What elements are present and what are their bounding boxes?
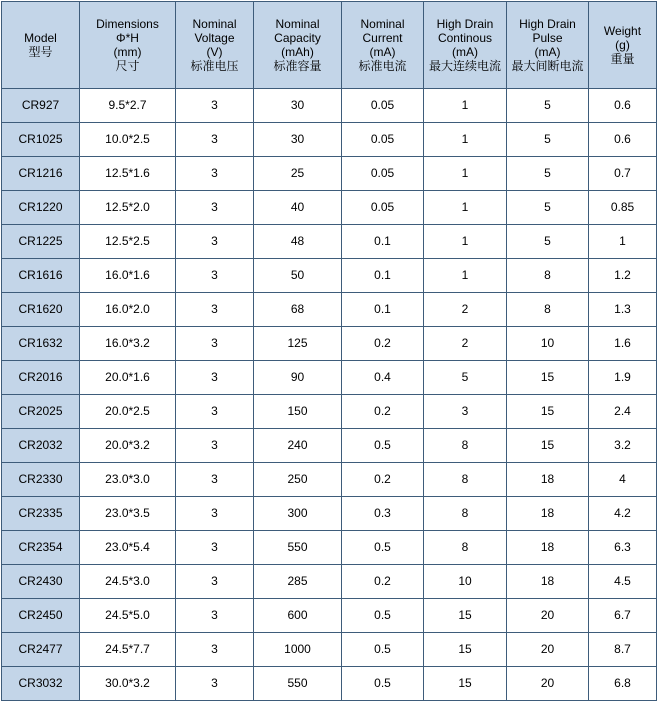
cell-weight: 2.4 bbox=[589, 395, 657, 429]
cell-high-drain-pulse: 10 bbox=[507, 327, 589, 361]
cell-high-drain-continuous: 8 bbox=[424, 429, 507, 463]
cell-weight: 0.7 bbox=[589, 157, 657, 191]
cell-nominal-capacity: 550 bbox=[254, 667, 342, 701]
cell-model: CR2016 bbox=[2, 361, 80, 395]
cell-dimensions: 12.5*2.5 bbox=[80, 225, 176, 259]
cell-dimensions: 9.5*2.7 bbox=[80, 89, 176, 123]
cell-nominal-current: 0.2 bbox=[342, 395, 424, 429]
cell-model: CR2354 bbox=[2, 531, 80, 565]
cell-model: CR1025 bbox=[2, 123, 80, 157]
cell-weight: 0.85 bbox=[589, 191, 657, 225]
cell-nominal-current: 0.1 bbox=[342, 259, 424, 293]
table-row bbox=[2, 633, 657, 667]
cell-nominal-current: 0.1 bbox=[342, 293, 424, 327]
cell-high-drain-continuous: 1 bbox=[424, 123, 507, 157]
cell-nominal-voltage: 3 bbox=[176, 293, 254, 327]
cell-high-drain-pulse: 8 bbox=[507, 259, 589, 293]
cell-weight: 1 bbox=[589, 225, 657, 259]
cell-dimensions: 12.5*2.0 bbox=[80, 191, 176, 225]
cell-dimensions: 24.5*3.0 bbox=[80, 565, 176, 599]
cell-nominal-capacity: 250 bbox=[254, 463, 342, 497]
cell-high-drain-pulse: 18 bbox=[507, 463, 589, 497]
cell-nominal-current: 0.05 bbox=[342, 191, 424, 225]
cell-dimensions: 16.0*3.2 bbox=[80, 327, 176, 361]
table-header-row bbox=[2, 2, 657, 89]
cell-high-drain-pulse: 20 bbox=[507, 633, 589, 667]
cell-high-drain-continuous: 5 bbox=[424, 361, 507, 395]
cell-high-drain-continuous: 1 bbox=[424, 259, 507, 293]
table-row bbox=[2, 667, 657, 701]
cell-high-drain-pulse: 5 bbox=[507, 123, 589, 157]
cell-nominal-capacity: 300 bbox=[254, 497, 342, 531]
cell-dimensions: 24.5*7.7 bbox=[80, 633, 176, 667]
cell-nominal-voltage: 3 bbox=[176, 259, 254, 293]
cell-high-drain-continuous: 2 bbox=[424, 293, 507, 327]
cell-model: CR2335 bbox=[2, 497, 80, 531]
cell-high-drain-continuous: 8 bbox=[424, 531, 507, 565]
cell-weight: 4.5 bbox=[589, 565, 657, 599]
table-row bbox=[2, 293, 657, 327]
cell-nominal-capacity: 1000 bbox=[254, 633, 342, 667]
cell-nominal-capacity: 50 bbox=[254, 259, 342, 293]
cell-weight: 1.3 bbox=[589, 293, 657, 327]
cell-nominal-current: 0.05 bbox=[342, 123, 424, 157]
cell-nominal-capacity: 150 bbox=[254, 395, 342, 429]
cell-model: CR2477 bbox=[2, 633, 80, 667]
cell-nominal-capacity: 90 bbox=[254, 361, 342, 395]
cell-nominal-voltage: 3 bbox=[176, 157, 254, 191]
cell-nominal-current: 0.5 bbox=[342, 667, 424, 701]
cell-high-drain-continuous: 15 bbox=[424, 667, 507, 701]
cell-nominal-capacity: 285 bbox=[254, 565, 342, 599]
cell-weight: 0.6 bbox=[589, 123, 657, 157]
cell-high-drain-continuous: 15 bbox=[424, 599, 507, 633]
cell-weight: 1.9 bbox=[589, 361, 657, 395]
cell-nominal-current: 0.05 bbox=[342, 89, 424, 123]
cell-nominal-voltage: 3 bbox=[176, 191, 254, 225]
column-header-nominal-voltage: Nominal Voltage (V) 标准电压 bbox=[176, 2, 254, 89]
cell-dimensions: 24.5*5.0 bbox=[80, 599, 176, 633]
cell-dimensions: 20.0*2.5 bbox=[80, 395, 176, 429]
cell-nominal-voltage: 3 bbox=[176, 361, 254, 395]
cell-high-drain-pulse: 18 bbox=[507, 565, 589, 599]
cell-nominal-current: 0.5 bbox=[342, 531, 424, 565]
cell-high-drain-continuous: 1 bbox=[424, 89, 507, 123]
cell-nominal-voltage: 3 bbox=[176, 123, 254, 157]
column-header-high-drain-pulse: High Drain Pulse (mA) 最大间断电流 bbox=[507, 2, 589, 89]
cell-nominal-current: 0.2 bbox=[342, 565, 424, 599]
cell-nominal-capacity: 240 bbox=[254, 429, 342, 463]
cell-nominal-current: 0.1 bbox=[342, 225, 424, 259]
cell-high-drain-pulse: 15 bbox=[507, 361, 589, 395]
cell-weight: 6.7 bbox=[589, 599, 657, 633]
cell-nominal-current: 0.2 bbox=[342, 463, 424, 497]
cell-model: CR2450 bbox=[2, 599, 80, 633]
table-row bbox=[2, 89, 657, 123]
cell-nominal-voltage: 3 bbox=[176, 89, 254, 123]
cell-weight: 3.2 bbox=[589, 429, 657, 463]
table-row bbox=[2, 395, 657, 429]
cell-nominal-capacity: 30 bbox=[254, 123, 342, 157]
cell-high-drain-continuous: 1 bbox=[424, 191, 507, 225]
column-header-high-drain-continuous: High Drain Continous (mA) 最大连续电流 bbox=[424, 2, 507, 89]
cell-dimensions: 23.0*3.0 bbox=[80, 463, 176, 497]
table-row bbox=[2, 225, 657, 259]
table-row bbox=[2, 123, 657, 157]
cell-model: CR2025 bbox=[2, 395, 80, 429]
table-row bbox=[2, 463, 657, 497]
cell-high-drain-pulse: 20 bbox=[507, 667, 589, 701]
cell-weight: 4 bbox=[589, 463, 657, 497]
cell-high-drain-pulse: 15 bbox=[507, 395, 589, 429]
cell-model: CR1225 bbox=[2, 225, 80, 259]
cell-model: CR2032 bbox=[2, 429, 80, 463]
cell-dimensions: 20.0*1.6 bbox=[80, 361, 176, 395]
cell-nominal-current: 0.4 bbox=[342, 361, 424, 395]
cell-high-drain-continuous: 3 bbox=[424, 395, 507, 429]
cell-model: CR1632 bbox=[2, 327, 80, 361]
table-row bbox=[2, 259, 657, 293]
table-row bbox=[2, 497, 657, 531]
cell-nominal-voltage: 3 bbox=[176, 327, 254, 361]
cell-nominal-voltage: 3 bbox=[176, 599, 254, 633]
cell-model: CR1616 bbox=[2, 259, 80, 293]
cell-model: CR927 bbox=[2, 89, 80, 123]
column-header-nominal-current: Nominal Current (mA) 标准电流 bbox=[342, 2, 424, 89]
cell-nominal-voltage: 3 bbox=[176, 531, 254, 565]
cell-nominal-current: 0.05 bbox=[342, 157, 424, 191]
cell-high-drain-pulse: 18 bbox=[507, 497, 589, 531]
cell-high-drain-continuous: 8 bbox=[424, 497, 507, 531]
cell-nominal-voltage: 3 bbox=[176, 429, 254, 463]
cell-high-drain-continuous: 2 bbox=[424, 327, 507, 361]
column-header-nominal-capacity: Nominal Capacity (mAh) 标准容量 bbox=[254, 2, 342, 89]
cell-high-drain-continuous: 15 bbox=[424, 633, 507, 667]
cell-high-drain-pulse: 15 bbox=[507, 429, 589, 463]
table-row bbox=[2, 327, 657, 361]
table-row bbox=[2, 361, 657, 395]
table-row bbox=[2, 429, 657, 463]
cell-dimensions: 16.0*1.6 bbox=[80, 259, 176, 293]
table-row bbox=[2, 191, 657, 225]
cell-high-drain-pulse: 5 bbox=[507, 191, 589, 225]
cell-nominal-voltage: 3 bbox=[176, 395, 254, 429]
cell-model: CR1620 bbox=[2, 293, 80, 327]
cell-weight: 6.3 bbox=[589, 531, 657, 565]
cell-nominal-voltage: 3 bbox=[176, 463, 254, 497]
cell-weight: 0.6 bbox=[589, 89, 657, 123]
cell-high-drain-pulse: 5 bbox=[507, 157, 589, 191]
cell-nominal-voltage: 3 bbox=[176, 497, 254, 531]
cell-high-drain-continuous: 8 bbox=[424, 463, 507, 497]
column-header-model: Model 型号 bbox=[2, 2, 80, 89]
cell-nominal-voltage: 3 bbox=[176, 225, 254, 259]
cell-nominal-voltage: 3 bbox=[176, 565, 254, 599]
cell-model: CR1216 bbox=[2, 157, 80, 191]
table-row bbox=[2, 565, 657, 599]
cell-nominal-capacity: 30 bbox=[254, 89, 342, 123]
cell-weight: 1.2 bbox=[589, 259, 657, 293]
table-body bbox=[2, 89, 657, 701]
cell-nominal-current: 0.5 bbox=[342, 599, 424, 633]
cell-nominal-capacity: 125 bbox=[254, 327, 342, 361]
table-row bbox=[2, 157, 657, 191]
cell-nominal-capacity: 550 bbox=[254, 531, 342, 565]
cell-nominal-capacity: 600 bbox=[254, 599, 342, 633]
cell-high-drain-pulse: 5 bbox=[507, 89, 589, 123]
cell-high-drain-continuous: 1 bbox=[424, 157, 507, 191]
table-row bbox=[2, 531, 657, 565]
cell-dimensions: 30.0*3.2 bbox=[80, 667, 176, 701]
cell-high-drain-continuous: 10 bbox=[424, 565, 507, 599]
cell-model: CR2330 bbox=[2, 463, 80, 497]
cell-weight: 6.8 bbox=[589, 667, 657, 701]
cell-high-drain-pulse: 18 bbox=[507, 531, 589, 565]
cell-model: CR1220 bbox=[2, 191, 80, 225]
cell-high-drain-pulse: 20 bbox=[507, 599, 589, 633]
cell-model: CR2430 bbox=[2, 565, 80, 599]
column-header-dimensions: Dimensions Φ*H (mm) 尺寸 bbox=[80, 2, 176, 89]
cell-nominal-current: 0.2 bbox=[342, 327, 424, 361]
cell-nominal-capacity: 68 bbox=[254, 293, 342, 327]
cell-nominal-capacity: 25 bbox=[254, 157, 342, 191]
spec-table-container bbox=[0, 1, 657, 691]
table-row bbox=[2, 599, 657, 633]
cell-nominal-voltage: 3 bbox=[176, 633, 254, 667]
cell-dimensions: 10.0*2.5 bbox=[80, 123, 176, 157]
cell-dimensions: 12.5*1.6 bbox=[80, 157, 176, 191]
cell-nominal-voltage: 3 bbox=[176, 667, 254, 701]
cell-nominal-capacity: 40 bbox=[254, 191, 342, 225]
column-header-weight: Weight (g) 重量 bbox=[589, 2, 657, 89]
cell-nominal-current: 0.5 bbox=[342, 633, 424, 667]
cell-dimensions: 16.0*2.0 bbox=[80, 293, 176, 327]
cell-nominal-current: 0.5 bbox=[342, 429, 424, 463]
cell-weight: 1.6 bbox=[589, 327, 657, 361]
cell-model: CR3032 bbox=[2, 667, 80, 701]
cell-nominal-current: 0.3 bbox=[342, 497, 424, 531]
cell-dimensions: 23.0*3.5 bbox=[80, 497, 176, 531]
cell-high-drain-continuous: 1 bbox=[424, 225, 507, 259]
battery-spec-table bbox=[1, 1, 657, 701]
cell-high-drain-pulse: 8 bbox=[507, 293, 589, 327]
cell-weight: 8.7 bbox=[589, 633, 657, 667]
cell-high-drain-pulse: 5 bbox=[507, 225, 589, 259]
cell-dimensions: 23.0*5.4 bbox=[80, 531, 176, 565]
cell-weight: 4.2 bbox=[589, 497, 657, 531]
cell-nominal-capacity: 48 bbox=[254, 225, 342, 259]
cell-dimensions: 20.0*3.2 bbox=[80, 429, 176, 463]
